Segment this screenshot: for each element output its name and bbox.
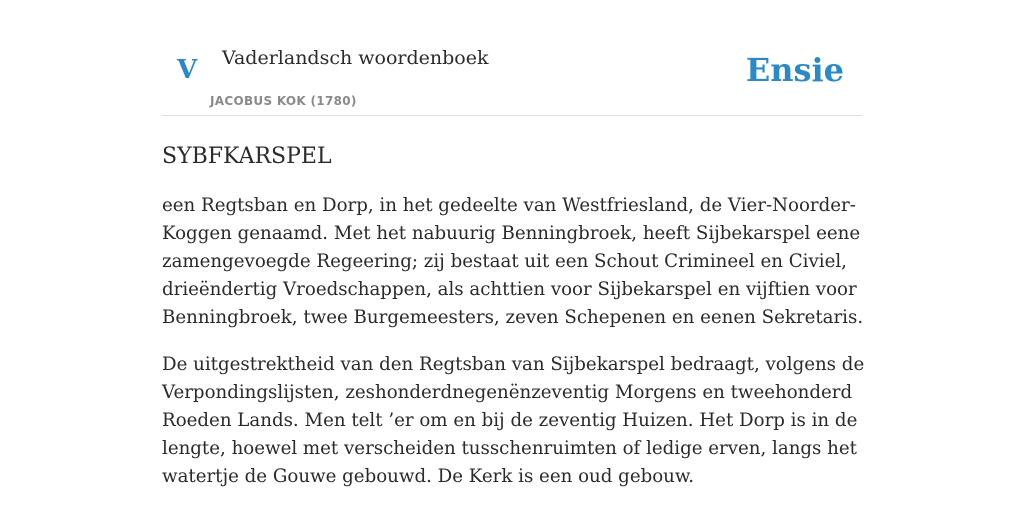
- dictionary-author: JACOBUS KOK (1780): [210, 94, 357, 108]
- entry-headword: SYBFKARSPEL: [162, 144, 332, 169]
- ensie-logo[interactable]: Ensie: [745, 51, 844, 89]
- entry-paragraph: een Regtsban en Dorp, in het gedeelte van Westfriesland, de Vier-Noorder-Koggen genaamd. Met het nabuurig Benningbroek, heeft Sijbekarspel eene zamengevoegde Regeering; zij bestaat uit een Schout Crimineel en Civiel, drieëndertig Vroedschappen, als achttien voor Sijbekarspel en vijftien voor Benningbroek, twee Burgemeesters, zeven Schepenen en eenen Sekretaris.: [162, 195, 864, 328]
- entry-paragraph: De uitgestrektheid van den Regtsban van Sijbekarspel bedraagt, volgens de Verpondingslijsten, zeshonderdnegenënzeventig Morgens en tweehonderd Roeden Lands. Men telt ’er om en bij de zeventig Huizen. Het Dorp is in de lengte, hoewel met verscheiden tusschenruimten of ledige erven, langs het watertje de Gouwe gebouwd. De Kerk is een oud gebouw.: [162, 354, 865, 487]
- dictionary-card: [162, 0, 865, 491]
- dictionary-header: [162, 0, 862, 116]
- dictionary-letter[interactable]: V: [177, 55, 198, 85]
- dictionary-title[interactable]: Vaderlandsch woordenboek: [222, 47, 489, 69]
